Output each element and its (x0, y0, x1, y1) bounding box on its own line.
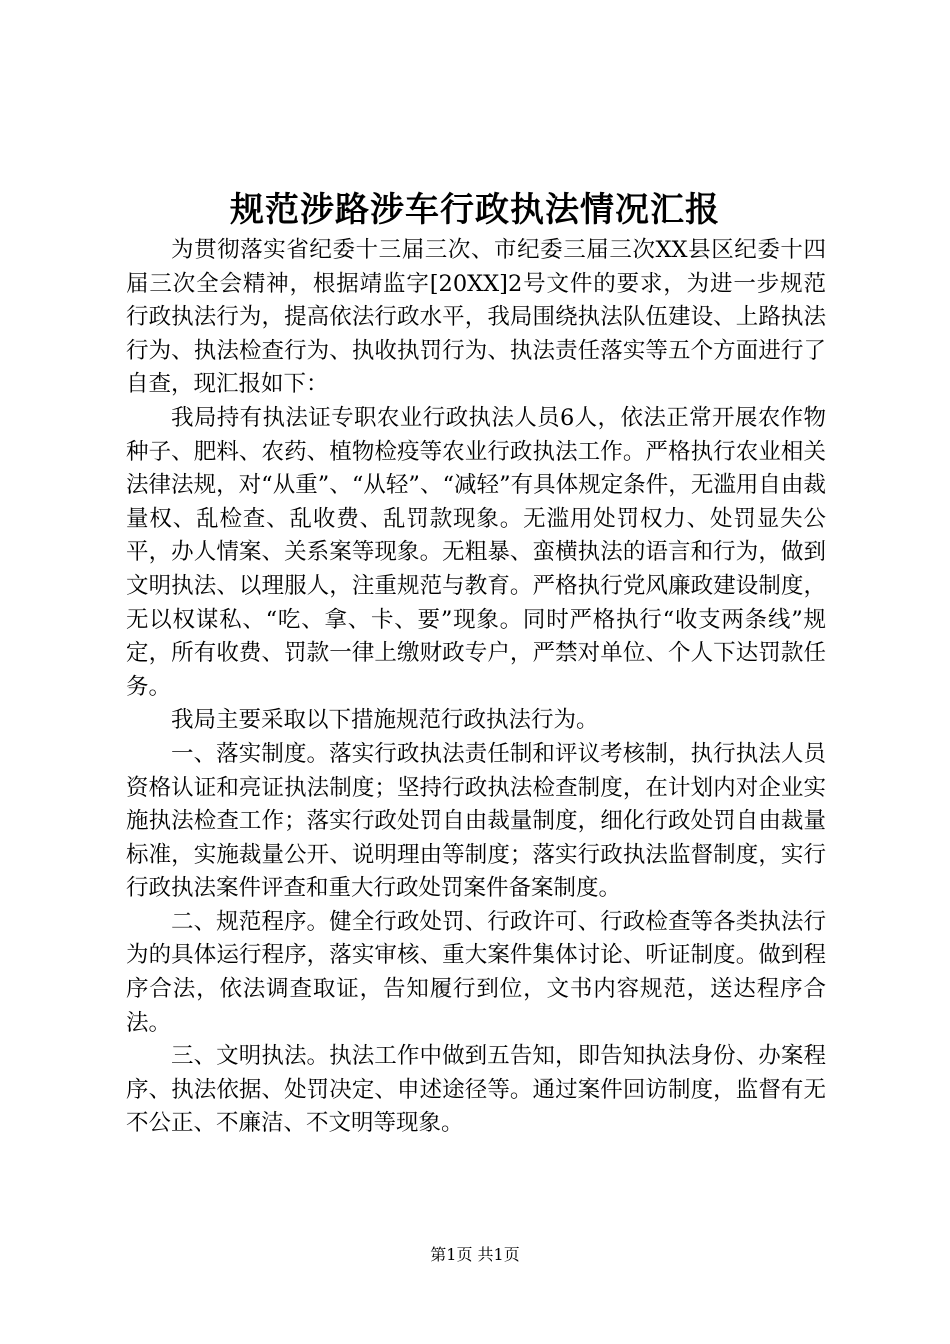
page-number-footer: 第1页 共1页 (430, 1245, 520, 1264)
paragraph-measure-3: 三、文明执法。执法工作中做到五告知，即告知执法身份、办案程序、执法依据、处罚决定、申述途径等。通过案件回访制度，监督有无不公正、不廉洁、不文明等现象。 (126, 1043, 826, 1137)
document-body (126, 234, 826, 1141)
paragraph-personnel: 我局持有执法证专职农业行政执法人员6人，依法正常开展农作物种子、肥料、农药、植物检疫等农业行政执法工作。严格执行农业相关法律法规，对“从重”、“从轻”、“减轻”有具体规定条件，无滥用自由裁量权、乱检查、乱收费、乱罚款现象。无滥用处罚权力、处罚显失公平，办人情案、关系案等现象。无粗暴、蛮横执法的语言和行为，做到文明执法、以理服人，注重规范与教育。严格执行党风廉政建设制度，无以权谋私、“吃、拿、卡、要”现象。同时严格执行“收支两条线”规定，所有收费、罚款一律上缴财政专户，严禁对单位、个人下达罚款任务。 (126, 404, 826, 700)
paragraph-measures-intro: 我局主要采取以下措施规范行政执法行为。 (171, 707, 599, 734)
paragraph-intro: 为贯彻落实省纪委十三届三次、市纪委三届三次XX县区纪委十四届三次全会精神，根据靖监字[20XX]2号文件的要求，为进一步规范行政执法行为，提高依法行政水平，我局围绕执法队伍建设、上路执法行为、执法检查行为、执收执罚行为、执法责任落实等五个方面进行了自查，现汇报如下： (126, 237, 826, 398)
document-title: 规范涉路涉车行政执法情况汇报 (230, 190, 720, 230)
paragraph-measure-2: 二、规范程序。健全行政处罚、行政许可、行政检查等各类执法行为的具体运行程序，落实审核、重大案件集体讨论、听证制度。做到程序合法，依法调查取证，告知履行到位，文书内容规范，送达程序合法。 (126, 908, 826, 1036)
paragraph-measure-1: 一、落实制度。落实行政执法责任制和评议考核制，执行执法人员资格认证和亮证执法制度；坚持行政执法检查制度，在计划内对企业实施执法检查工作；落实行政处罚自由裁量制度，细化行政处罚自由裁量标准，实施裁量公开、说明理由等制度；落实行政执法监督制度，实行行政执法案件评查和重大行政处罚案件备案制度。 (126, 740, 826, 902)
